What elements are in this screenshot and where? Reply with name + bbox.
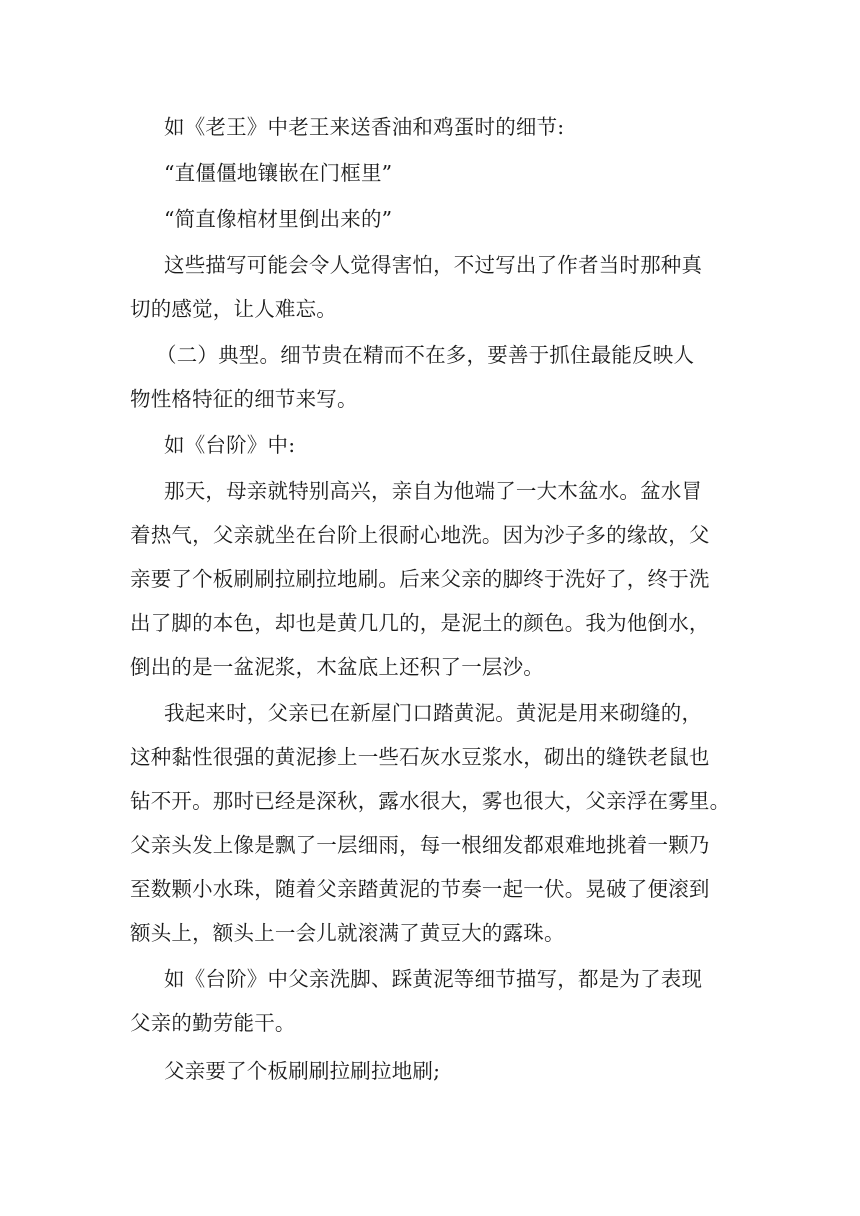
excerpt-line-6: 我起来时，父亲已在新屋门口踏黄泥。黄泥是用来砌缝的， bbox=[164, 701, 703, 725]
paragraph-line-4: 如《台阶》中: bbox=[164, 433, 296, 457]
paragraph-line-2: 这些描写可能会令人觉得害怕，不过写出了作者当时那种真 bbox=[164, 253, 703, 277]
excerpt-line-10: 至数颗小水珠，随着父亲踏黄泥的节奏一起一伏。晃破了便滚到 bbox=[130, 877, 710, 901]
paragraph-line-3: 切的感觉，让人难忘。 bbox=[130, 297, 337, 321]
paragraph-line-7: 父亲要了个板刷刷拉刷拉地刷; bbox=[164, 1059, 441, 1083]
excerpt-line-4: 出了脚的本色，却也是黄几几的，是泥土的颜色。我为他倒水， bbox=[130, 611, 710, 635]
excerpt-line-11: 额头上，额头上一会儿就滚满了黄豆大的露珠。 bbox=[130, 921, 565, 945]
section-heading-line-2: 物性格特征的细节来写。 bbox=[130, 387, 358, 411]
excerpt-line-2: 着热气，父亲就坐在台阶上很耐心地洗。因为沙子多的缘故，父 bbox=[130, 523, 710, 547]
excerpt-line-8: 钻不开。那时已经是深秋，露水很大，雾也很大，父亲浮在雾里。 bbox=[130, 789, 731, 813]
paragraph-line-6: 父亲的勤劳能干。 bbox=[130, 1011, 296, 1035]
quote-line-2: “简直像棺材里倒出来的” bbox=[164, 207, 393, 231]
paragraph-line-1: 如《老王》中老王来送香油和鸡蛋时的细节: bbox=[164, 115, 565, 139]
excerpt-line-7: 这种黏性很强的黄泥掺上一些石灰水豆浆水，砌出的缝铁老鼠也 bbox=[130, 745, 710, 769]
excerpt-line-3: 亲要了个板刷刷拉刷拉地刷。后来父亲的脚终于洗好了，终于洗 bbox=[130, 567, 710, 591]
excerpt-line-5: 倒出的是一盆泥浆，木盆底上还积了一层沙。 bbox=[130, 655, 544, 679]
excerpt-line-9: 父亲头发上像是飘了一层细雨，每一根细发都艰难地挑着一颗乃 bbox=[130, 833, 710, 857]
paragraph-line-5: 如《台阶》中父亲洗脚、踩黄泥等细节描写，都是为了表现 bbox=[164, 967, 703, 991]
excerpt-line-1: 那天，母亲就特别高兴，亲自为他端了一大木盆水。盆水冒 bbox=[164, 479, 703, 503]
quote-line-1: “直僵僵地镶嵌在门框里” bbox=[164, 161, 393, 185]
section-heading-line: （二）典型。细节贵在精而不在多，要善于抓住最能反映人 bbox=[156, 343, 695, 367]
